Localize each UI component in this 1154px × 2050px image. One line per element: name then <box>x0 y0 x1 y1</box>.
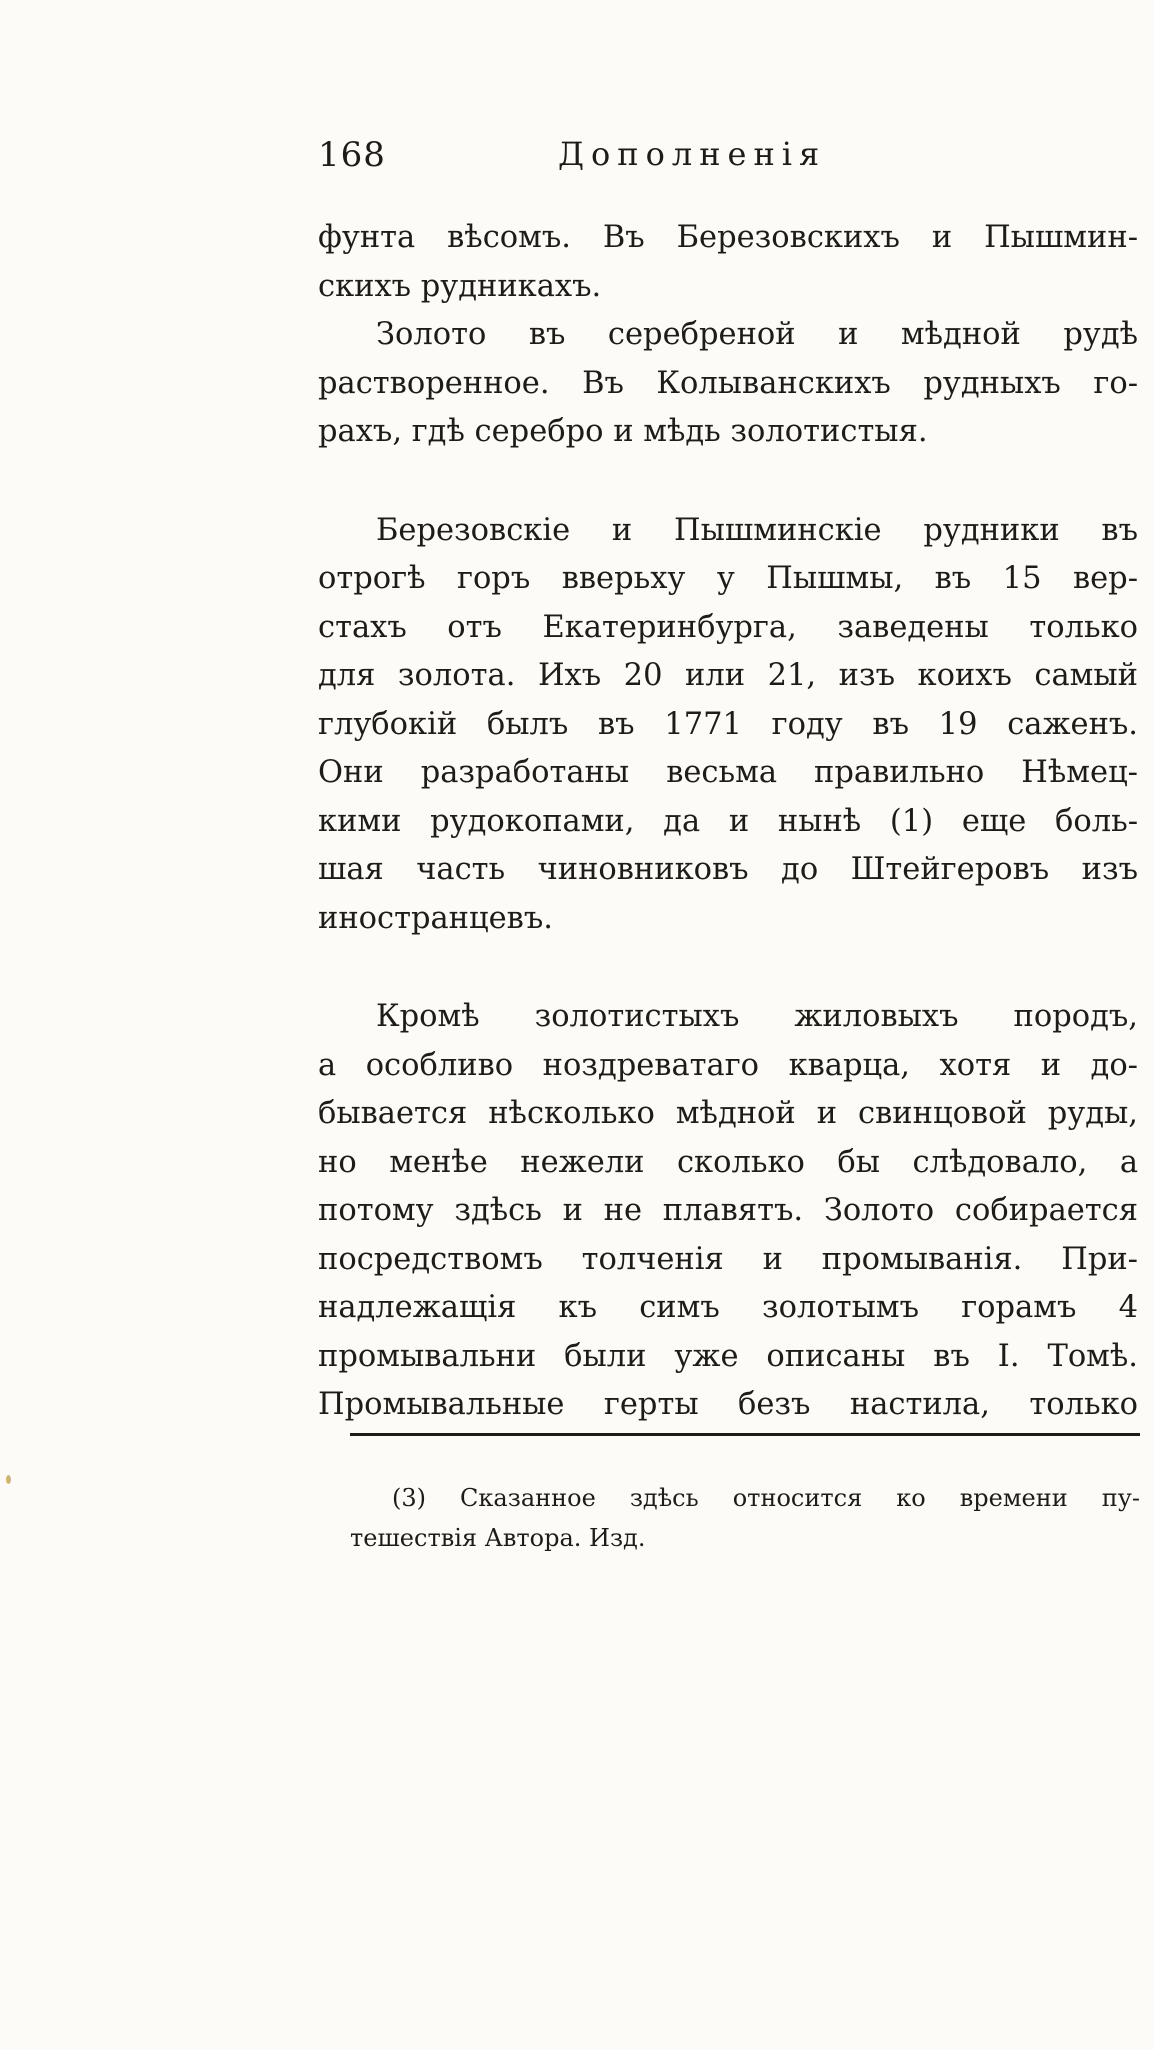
page-number: 168 <box>318 135 386 175</box>
text-line: потому здѣсь и не плавятъ. Золото собирается <box>318 1193 1138 1228</box>
paragraph-gap <box>318 943 1138 993</box>
text-line: Они разработаны весьма правильно Нѣмец- <box>318 755 1138 790</box>
body-text <box>318 214 1138 1430</box>
text-line: рахъ, гдѣ серебро и мѣдь золотистыя. <box>318 414 928 449</box>
text-line: шая часть чиновниковъ до Штейгеровъ изъ <box>318 852 1138 887</box>
text-line: но менѣе нежели сколько бы слѣдовало, а <box>318 1144 1138 1180</box>
paragraph-gap <box>318 457 1138 507</box>
text-line: кими рудокопами, да и нынѣ (1) еще боль- <box>318 803 1138 839</box>
text-line: бывается нѣсколько мѣдной и свинцовой руды, <box>318 1096 1138 1131</box>
footnote-line: (3) Сказанное здѣсь относится ко времени пу- <box>392 1484 1140 1512</box>
footnote-divider <box>350 1433 1140 1436</box>
text-line: растворенное. Въ Колыванскихъ рудныхъ го- <box>318 365 1138 401</box>
text-line: Березовскіе и Пышминскіе рудники въ <box>376 512 1138 548</box>
text-line: фунта вѣсомъ. Въ Березовскихъ и Пышмин- <box>318 220 1138 255</box>
footnote <box>350 1478 1140 1558</box>
footnote-line: тешествія Автора. Изд. <box>350 1524 646 1552</box>
text-line: отрогѣ горъ вверьху у Пышмы, въ 15 вер- <box>318 561 1138 596</box>
text-line: иностранцевъ. <box>318 900 553 936</box>
running-head: Дополненія <box>558 135 827 173</box>
text-line: Промывальные герты безъ настила, только <box>318 1387 1138 1422</box>
text-line: а особливо ноздреватаго кварца, хотя и до- <box>318 1047 1138 1083</box>
text-line: промывальни были уже описаны въ I. Томѣ. <box>318 1338 1138 1374</box>
page-header <box>318 135 1138 185</box>
text-line: скихъ рудникахъ. <box>318 268 602 304</box>
text-line: надлежащія къ симъ золотымъ горамъ 4 <box>318 1290 1138 1325</box>
paper-stain <box>6 1475 11 1484</box>
text-line: для золота. Ихъ 20 или 21, изъ коихъ самый <box>318 658 1138 693</box>
text-line: Золото въ серебреной и мѣдной рудѣ <box>376 317 1138 352</box>
text-line: Кромѣ золотистыхъ жиловыхъ породъ, <box>376 999 1138 1034</box>
text-line: глубокій былъ въ 1771 году въ 19 саженъ. <box>318 706 1138 742</box>
text-line: стахъ отъ Екатеринбурга, заведены только <box>318 609 1138 645</box>
text-line: посредствомъ толченія и промыванія. При- <box>318 1241 1138 1277</box>
